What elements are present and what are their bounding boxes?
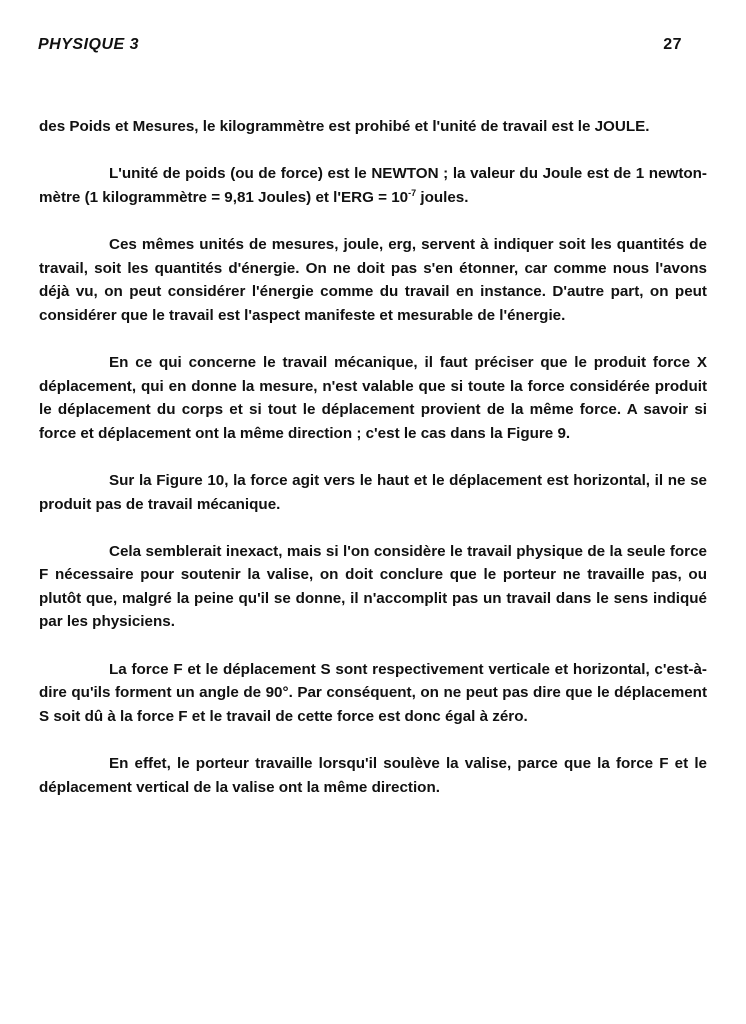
paragraph-4: En ce qui concerne le travail mécanique, il faut préciser que le produit force X déplacement, qui en donne la mesure, n'est valable que si toute la force considérée produit le déplacement du corps et si tout le déplacement provient de la même force. A savoir si force et déplacement ont la même direction ; c'est le cas dans la Figure 9. [39,353,707,442]
exponent: -7 [408,187,417,198]
paragraph-2 [39,162,707,209]
paragraph-2-tail: joules. [416,188,469,206]
paragraph-7: La force F et le déplacement S sont respectivement verticale et horizontal, c'est-à-dire qu'ils forment un angle de 90°. Par conséquent, on ne peut pas dire que le déplacement S soit dû à la force F et le travail de cette force est donc égal à zéro. [39,660,707,725]
paragraph-6: Cela semblerait inexact, mais si l'on considère le travail physique de la seule force F nécessaire pour soutenir la valise, on doit conclure que le porteur ne travaille pas, ou plutôt que, malgré la peine qu'il se donne, il n'accomplit pas un travail dans le sens indiqué par les physiciens. [39,542,707,631]
paragraph-1: des Poids et Mesures, le kilogrammètre est prohibé et l'unité de travail est le JOULE. [39,118,650,135]
running-title: PHYSIQUE 3 [38,36,140,53]
paragraph-3: Ces mêmes unités de mesures, joule, erg, servent à indiquer soit les quantités de travail, soit les quantités d'énergie. On ne doit pas s'en étonner, car comme nous l'avons déjà vu, on peut considérer l'énergie comme du travail en instance. D'autre part, on peut considérer que le travail est l'aspect manifeste et mesurable de l'énergie. [39,235,707,324]
body-text [39,115,707,823]
page-number: 27 [663,36,682,53]
paragraph-2-text: L'unité de poids (ou de force) est le NEWTON ; la valeur du Joule est de 1 newton-mètre (1 kilogrammètre = 9,81 Joules) et l'ERG = 10 [39,165,707,206]
page-header [38,36,682,58]
paragraph-8: En effet, le porteur travaille lorsqu'il soulève la valise, parce que la force F et le déplacement vertical de la valise ont la même direction. [39,755,707,796]
paragraph-5: Sur la Figure 10, la force agit vers le haut et le déplacement est horizontal, il ne se produit pas de travail mécanique. [39,471,707,513]
